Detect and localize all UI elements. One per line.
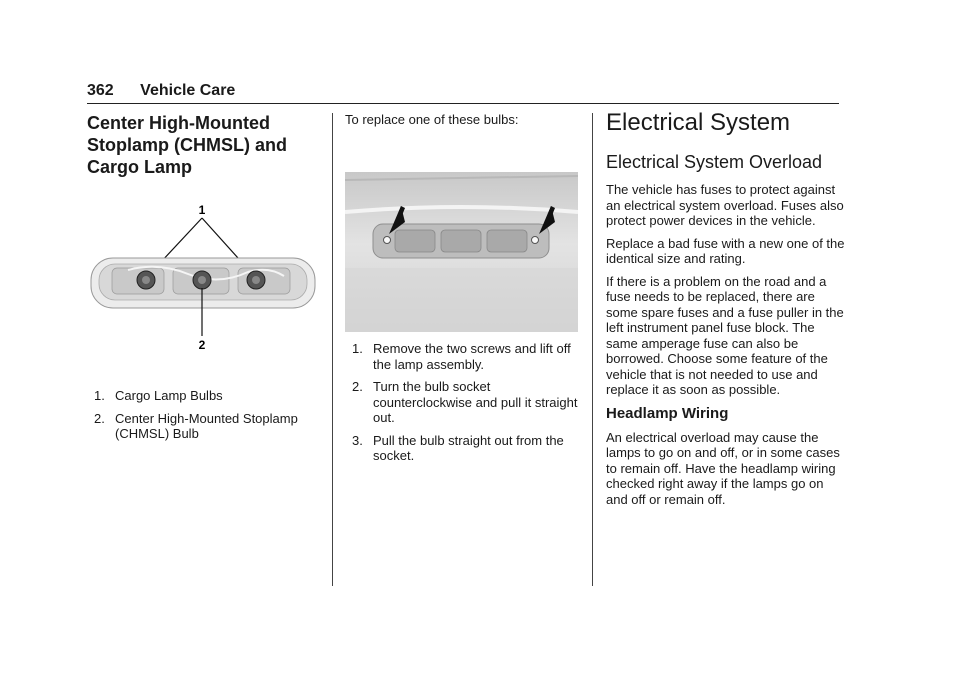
overload-heading: Electrical System Overload [606,152,823,172]
header-divider [87,103,839,104]
list-item: 2. Turn the bulb socket counterclockwise and pull it straight out. [352,379,578,425]
paragraph: Replace a bad fuse with a new one of the identical size and rating. [606,235,845,266]
column-3 [606,109,846,507]
list-item: 1. Cargo Lamp Bulbs [94,388,223,403]
callout-1: 1 [198,203,206,217]
bulb-legend [87,388,323,449]
list-item: 2. Center High-Mounted Stoplamp (CHMSL) Bulb [94,410,298,441]
section-title: Vehicle Care [140,82,236,99]
paragraph: The vehicle has fuses to protect against an electrical system overload. Fuses also protect power devices in the vehicle. [606,182,844,228]
chmsl-heading: Center High-Mounted Stoplamp (CHMSL) and Cargo Lamp [87,113,287,177]
page-header [87,82,235,100]
column-1 [87,112,323,178]
list-item: 3. Pull the bulb straight out from the socket. [352,432,564,463]
lamp-assembly-photo [345,172,578,332]
page-number: 362 [87,82,114,99]
replacement-steps [345,341,580,471]
callout-2: 2 [198,338,206,350]
list-item: 1. Remove the two screws and lift off the lamp assembly. [352,341,571,372]
paragraph: An electrical overload may cause the lamps to go on and off, or in some cases to remain off. Have the headlamp wiring checked right away if the lamps go on and off or remain off. [606,429,840,507]
column-2 [345,112,580,128]
chmsl-lamp-illustration [88,200,318,350]
replace-intro: To replace one of these bulbs: [345,112,519,127]
headlamp-wiring-heading: Headlamp Wiring [606,404,729,422]
paragraph: If there is a problem on the road and a fuse needs to be replaced, there are some spare fuses and a fuse puller in the left instrument panel fuse block. The same amperage fuse can also be borrowed. Choose some feature of the vehicle that is not needed to use and replace it as soon as possible. [606,273,844,397]
electrical-system-heading: Electrical System [606,109,791,136]
column-divider-2 [592,113,593,586]
column-divider-1 [332,113,333,586]
